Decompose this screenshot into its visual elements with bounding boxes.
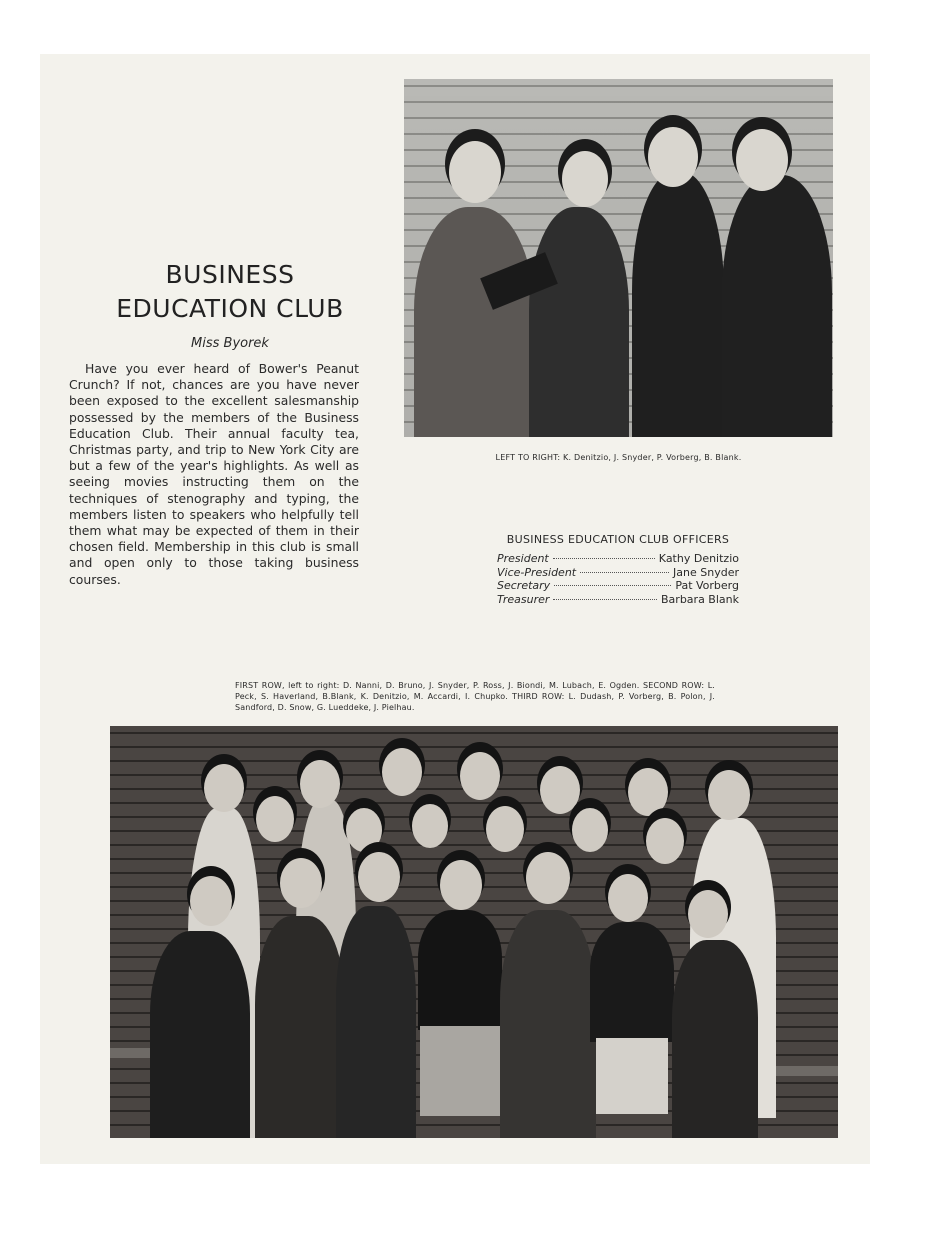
photo-figure bbox=[596, 1038, 668, 1114]
officer-name: Kathy Denitzio bbox=[658, 552, 739, 565]
photo-face bbox=[608, 874, 648, 922]
photo-figure bbox=[255, 916, 345, 1138]
group-photo-caption: FIRST ROW, left to right: D. Nanni, D. Bruno, J. Snyder, P. Ross, J. Biondi, M. Lubach, E. Ogden. SECOND ROW: L. Peck, S. Haverland, B.Blank, K. Denitzio, M. Accardi, I. Chupko. THIRD ROW: L. Dudash, P. Vorberg, B. Polon, J. Sandford, D. Snow, G. Lueddeke, J. Pielhau. bbox=[235, 681, 715, 712]
title-line-2: EDUCATION CLUB bbox=[116, 294, 344, 323]
photo-face bbox=[440, 860, 482, 910]
photo-face bbox=[300, 760, 340, 808]
photo-face bbox=[460, 752, 500, 800]
photo-face bbox=[628, 768, 668, 816]
dot-leader bbox=[553, 558, 655, 559]
photo-figure bbox=[420, 1026, 500, 1116]
photo-face bbox=[412, 804, 448, 848]
article-body: Have you ever heard of Bower's Peanut Crunch? If not, chances are you have never been exposed to the excellent salesmanship possessed by the members of the Business Education Club. Their annual faculty tea, Christmas party, and trip to New York City are but a few of the year's highlights. As well as seeing movies instructing them on the techniques of stenography and typing, the members listen to speakers who helpfully tell them what may be expected of them in their chosen field. Membership in this club is small and open only to those taking business courses. bbox=[69, 361, 359, 587]
officer-role: Treasurer bbox=[497, 592, 550, 606]
officer-name: Barbara Blank bbox=[661, 592, 739, 606]
photo-face bbox=[572, 808, 608, 852]
group-photo bbox=[110, 726, 838, 1138]
officers-title: BUSINESS EDUCATION CLUB OFFICERS bbox=[506, 533, 730, 546]
photo-face bbox=[688, 890, 728, 938]
officers-photo bbox=[404, 79, 833, 437]
photo-figure bbox=[590, 922, 674, 1042]
photo-face bbox=[648, 127, 698, 187]
photo-figure bbox=[722, 175, 832, 437]
photo-face bbox=[526, 852, 570, 904]
dot-leader bbox=[554, 585, 671, 586]
photo-figure bbox=[418, 910, 502, 1030]
officer-name: Pat Vorberg bbox=[675, 579, 739, 592]
photo-face bbox=[562, 151, 608, 207]
photo-face bbox=[486, 806, 524, 852]
photo-face bbox=[540, 766, 580, 814]
officers-photo-caption: LEFT TO RIGHT: K. Denitzio, J. Snyder, P. Vorberg, B. Blank. bbox=[495, 453, 742, 462]
photo-face bbox=[358, 852, 400, 902]
officers-list bbox=[497, 533, 739, 606]
photo-figure bbox=[632, 172, 724, 437]
photo-figure bbox=[336, 906, 416, 1138]
officer-row bbox=[497, 552, 739, 566]
officer-role: President bbox=[497, 552, 549, 565]
page-title bbox=[100, 258, 360, 326]
photo-face bbox=[646, 818, 684, 864]
officer-row bbox=[497, 566, 739, 580]
officer-row bbox=[497, 579, 739, 593]
photo-figure bbox=[529, 207, 629, 437]
photo-face bbox=[204, 764, 244, 812]
photo-face bbox=[190, 876, 232, 926]
photo-face bbox=[280, 858, 322, 908]
yearbook-page bbox=[40, 54, 870, 1164]
photo-figure bbox=[672, 940, 758, 1138]
advisor-name: Miss Byorek bbox=[191, 336, 269, 351]
dot-leader bbox=[580, 572, 669, 573]
photo-face bbox=[708, 770, 750, 820]
officer-name: Jane Snyder bbox=[673, 565, 739, 579]
photo-face bbox=[736, 129, 788, 191]
title-line-1: BUSINESS bbox=[165, 260, 295, 289]
officer-role: Vice-President bbox=[497, 565, 577, 579]
officer-row bbox=[497, 593, 739, 607]
dot-leader bbox=[553, 599, 657, 600]
photo-figure bbox=[414, 207, 534, 437]
photo-face bbox=[346, 808, 382, 852]
photo-face bbox=[449, 141, 501, 203]
photo-figure bbox=[150, 931, 250, 1138]
photo-face bbox=[256, 796, 294, 842]
officer-role: Secretary bbox=[497, 579, 551, 592]
photo-figure bbox=[500, 910, 596, 1138]
photo-face bbox=[382, 748, 422, 796]
